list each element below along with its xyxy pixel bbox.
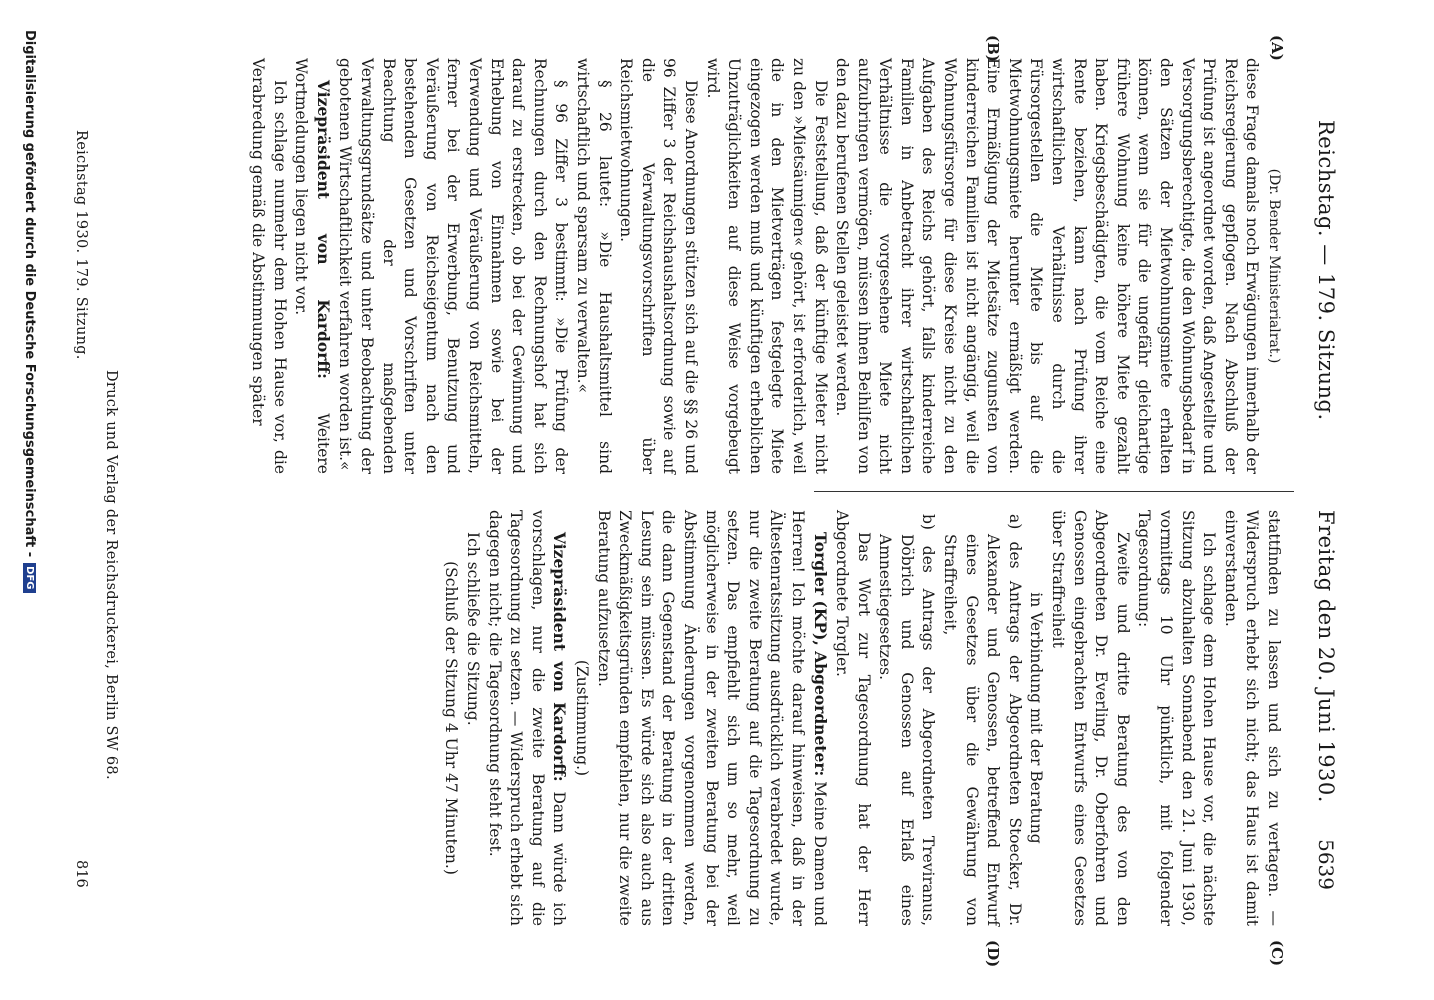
paragraph: Diese Anordnungen stützen sich auf die §§ 26 und 96 Ziffer 3 der Reichshaushaltsordnung sowie auf die Verwaltungsvorschriften über Reichsmietwohnungen. xyxy=(617,58,700,474)
margin-marker-a: (A) xyxy=(1268,35,1286,61)
digitization-text: Digitalisierung gefördert durch die Deutsche Forschungsgemeinschaft - xyxy=(22,30,37,558)
header-date: Freitag den 20. Juni 1930. xyxy=(1314,510,1338,803)
paragraph: diese Frage damals noch Erwägungen innerhalb der Reichsregierung gepflogen. Nach Abschluß der Prüfung ist angeordnet worden, daß Angestellte und Versorgungsberechtigte, die den Wohnungsbedarf in den Sätzen der Mietwohnungsmiete erhalten können, wenn sie für die ungefähr gleichartige frühere Wohnung keine höhere Miete gezahlt haben. Kriegsbeschädigten, die vom Reiche eine Rente beziehen, kann nach Prüfung ihrer wirtschaftlichen Verhältnisse durch die Fürsorgestellen die Miete bis auf die Mietwohnungsmiete herunter ermäßigt werden. Eine Ermäßigung der Mietsätze zugunsten von kinderreichen Familien ist nicht angängig, weil die Wohnungsfürsorge für diese Kreise nicht zu den Aufgaben des Reichs gehört, falls kinderreiche Familien in Anbetracht ihrer wirtschaftlichen Verhältnisse die vorgesehene Miete nicht aufzubringen vermögen, müssen ihnen Beihilfen von den dazu berufenen Stellen geleistet werden. xyxy=(833,58,1262,474)
paragraph xyxy=(290,58,334,474)
left-column xyxy=(247,58,1285,474)
speaker-intro: (Dr. Bender Ministerialrat.) xyxy=(1266,168,1282,364)
header-title: Reichstag. — 179. Sitzung. xyxy=(1314,120,1338,421)
footer-number: 816 xyxy=(73,860,89,888)
speaker-name: Vizepräsident von Kardorff: xyxy=(550,532,570,782)
right-column xyxy=(440,510,1284,926)
speaker-name: Vizepräsident von Kardorff: xyxy=(313,80,333,379)
footer-session: Reichstag 1930. 179. Sitzung. xyxy=(73,130,89,360)
printer-line: Druck und Verlag der Reichsdruckerei, Berlin SW 68. xyxy=(103,370,119,780)
column-divider xyxy=(814,491,1294,492)
paragraph xyxy=(483,510,570,926)
paragraph: in Verbindung mit der Beratung xyxy=(1027,592,1046,844)
speech-text: Dann würde ich vorschlagen, nur die zweite Beratung auf die Tagesordnung zu setzen. — Widerspruch erhebt sich dagegen nicht; die Tagesordnung steht fest. xyxy=(485,510,569,926)
paragraph: Ich schlage dem Hohen Hause vor, die nächste Sitzung abzuhalten Sonnabend den 21. Juni 1930, vormittags 10 Uhr pünktlich, mit folgender Tagesordnung: xyxy=(1135,510,1219,926)
paragraph: Die Feststellung, daß der künftige Mieter nicht zu den »Mietsäumigen« gehört, ist erforderlich, weil die in den Mietverträgen festgelegte Miete eingezogen werden muß und künftigen erheblichen Unzuträglichkeiten auf diese Weise vorgebeugt wird. xyxy=(703,58,830,474)
paragraph: (Zustimmung.) xyxy=(573,659,591,777)
paragraph: § 26 lautet: »Die Haushaltsmittel sind wirtschaftlich und sparsam zu verwalten.« xyxy=(574,58,614,474)
paragraph xyxy=(592,510,831,926)
speech-text: Meine Damen und Herren! Ich möchte darauf hinweisen, daß in der Ältestenratssitzung ausdrücklich verabredet wurde, nur die zweite Beratung auf die Tagesordnung zu setzen. Das empfiehlt sich um so mehr, weil möglicherweise in der zweiten Beratung bei der Abstimmung Änderungen vorgenommen werden, die dann Gegenstand der Beratung in der dritten Lesung sein müssen. Es würde sich also auch aus Zweckmäßigkeitsgründen empfehlen, nur die zweite Beratung aufzusetzen. xyxy=(594,510,829,926)
paragraph: § 96 Ziffer 3 bestimmt: »Die Prüfung der Rechnungen durch den Rechnungshof hat sich darauf zu erstrecken, ob bei der Gewinnung und Erhebung von Einnahmen sowie bei der Verwendung und Veräußerung von Reichsmitteln, ferner bei der Erwerbung, Benutzung und Veräußerung von Reichseigentum nach den bestehenden Gesetzen und Vorschriften unter Beachtung der maßgebenden Verwaltungsgrundsätze und unter Beobachtung der gebotenen Wirtschaftlichkeit verfahren worden ist.« xyxy=(336,58,571,474)
margin-marker-c: (C) xyxy=(1268,940,1286,967)
paragraph: Das Wort zur Tagesordnung hat der Herr Abgeordnete Torgler. xyxy=(833,510,873,926)
dfg-logo: DFG xyxy=(23,563,36,592)
page-number: 5639 xyxy=(1314,839,1338,890)
paragraph: (Schluß der Sitzung 4 Uhr 47 Minuten.) xyxy=(442,561,461,875)
agenda-item-a: a) des Antrags der Abgeordneten Stoecker, Dr. Alexander und Genossen, betreffend Entwurf eines Gesetzes über die Gewährung von Straffreiheit, xyxy=(941,514,1024,926)
speech-text: Weitere Wortmeldungen liegen nicht vor. xyxy=(292,58,332,474)
agenda-item-b: b) des Antrags der Abgeordneten Treviranus, Döbrich und Genossen auf Erlaß eines Amnestiegesetzes. xyxy=(876,514,938,926)
digitization-note xyxy=(22,30,37,593)
paragraph: Zweite und dritte Beratung des von den Abgeordneten Dr. Everling, Dr. Oberfohren und Genossen eingebrachten Entwurfs eines Gesetzes über Straffreiheit xyxy=(1049,510,1132,926)
margin-marker-b: (B) xyxy=(984,35,1002,62)
paragraph: Ich schlage nunmehr dem Hohen Hause vor, die Verabredung gemäß die Abstimmungen später xyxy=(249,58,289,474)
paragraph: Ich schließe die Sitzung. xyxy=(464,532,483,726)
paragraph: stattfinden zu lassen und sich zu vertagen. — Widerspruch erhebt sich nicht; das Haus ist damit einverstanden. xyxy=(1221,510,1283,926)
margin-marker-d: (D) xyxy=(984,940,1002,968)
speaker-name: Torgler (KP), Abgeordneter: xyxy=(810,532,830,777)
page-header xyxy=(1298,120,1338,890)
